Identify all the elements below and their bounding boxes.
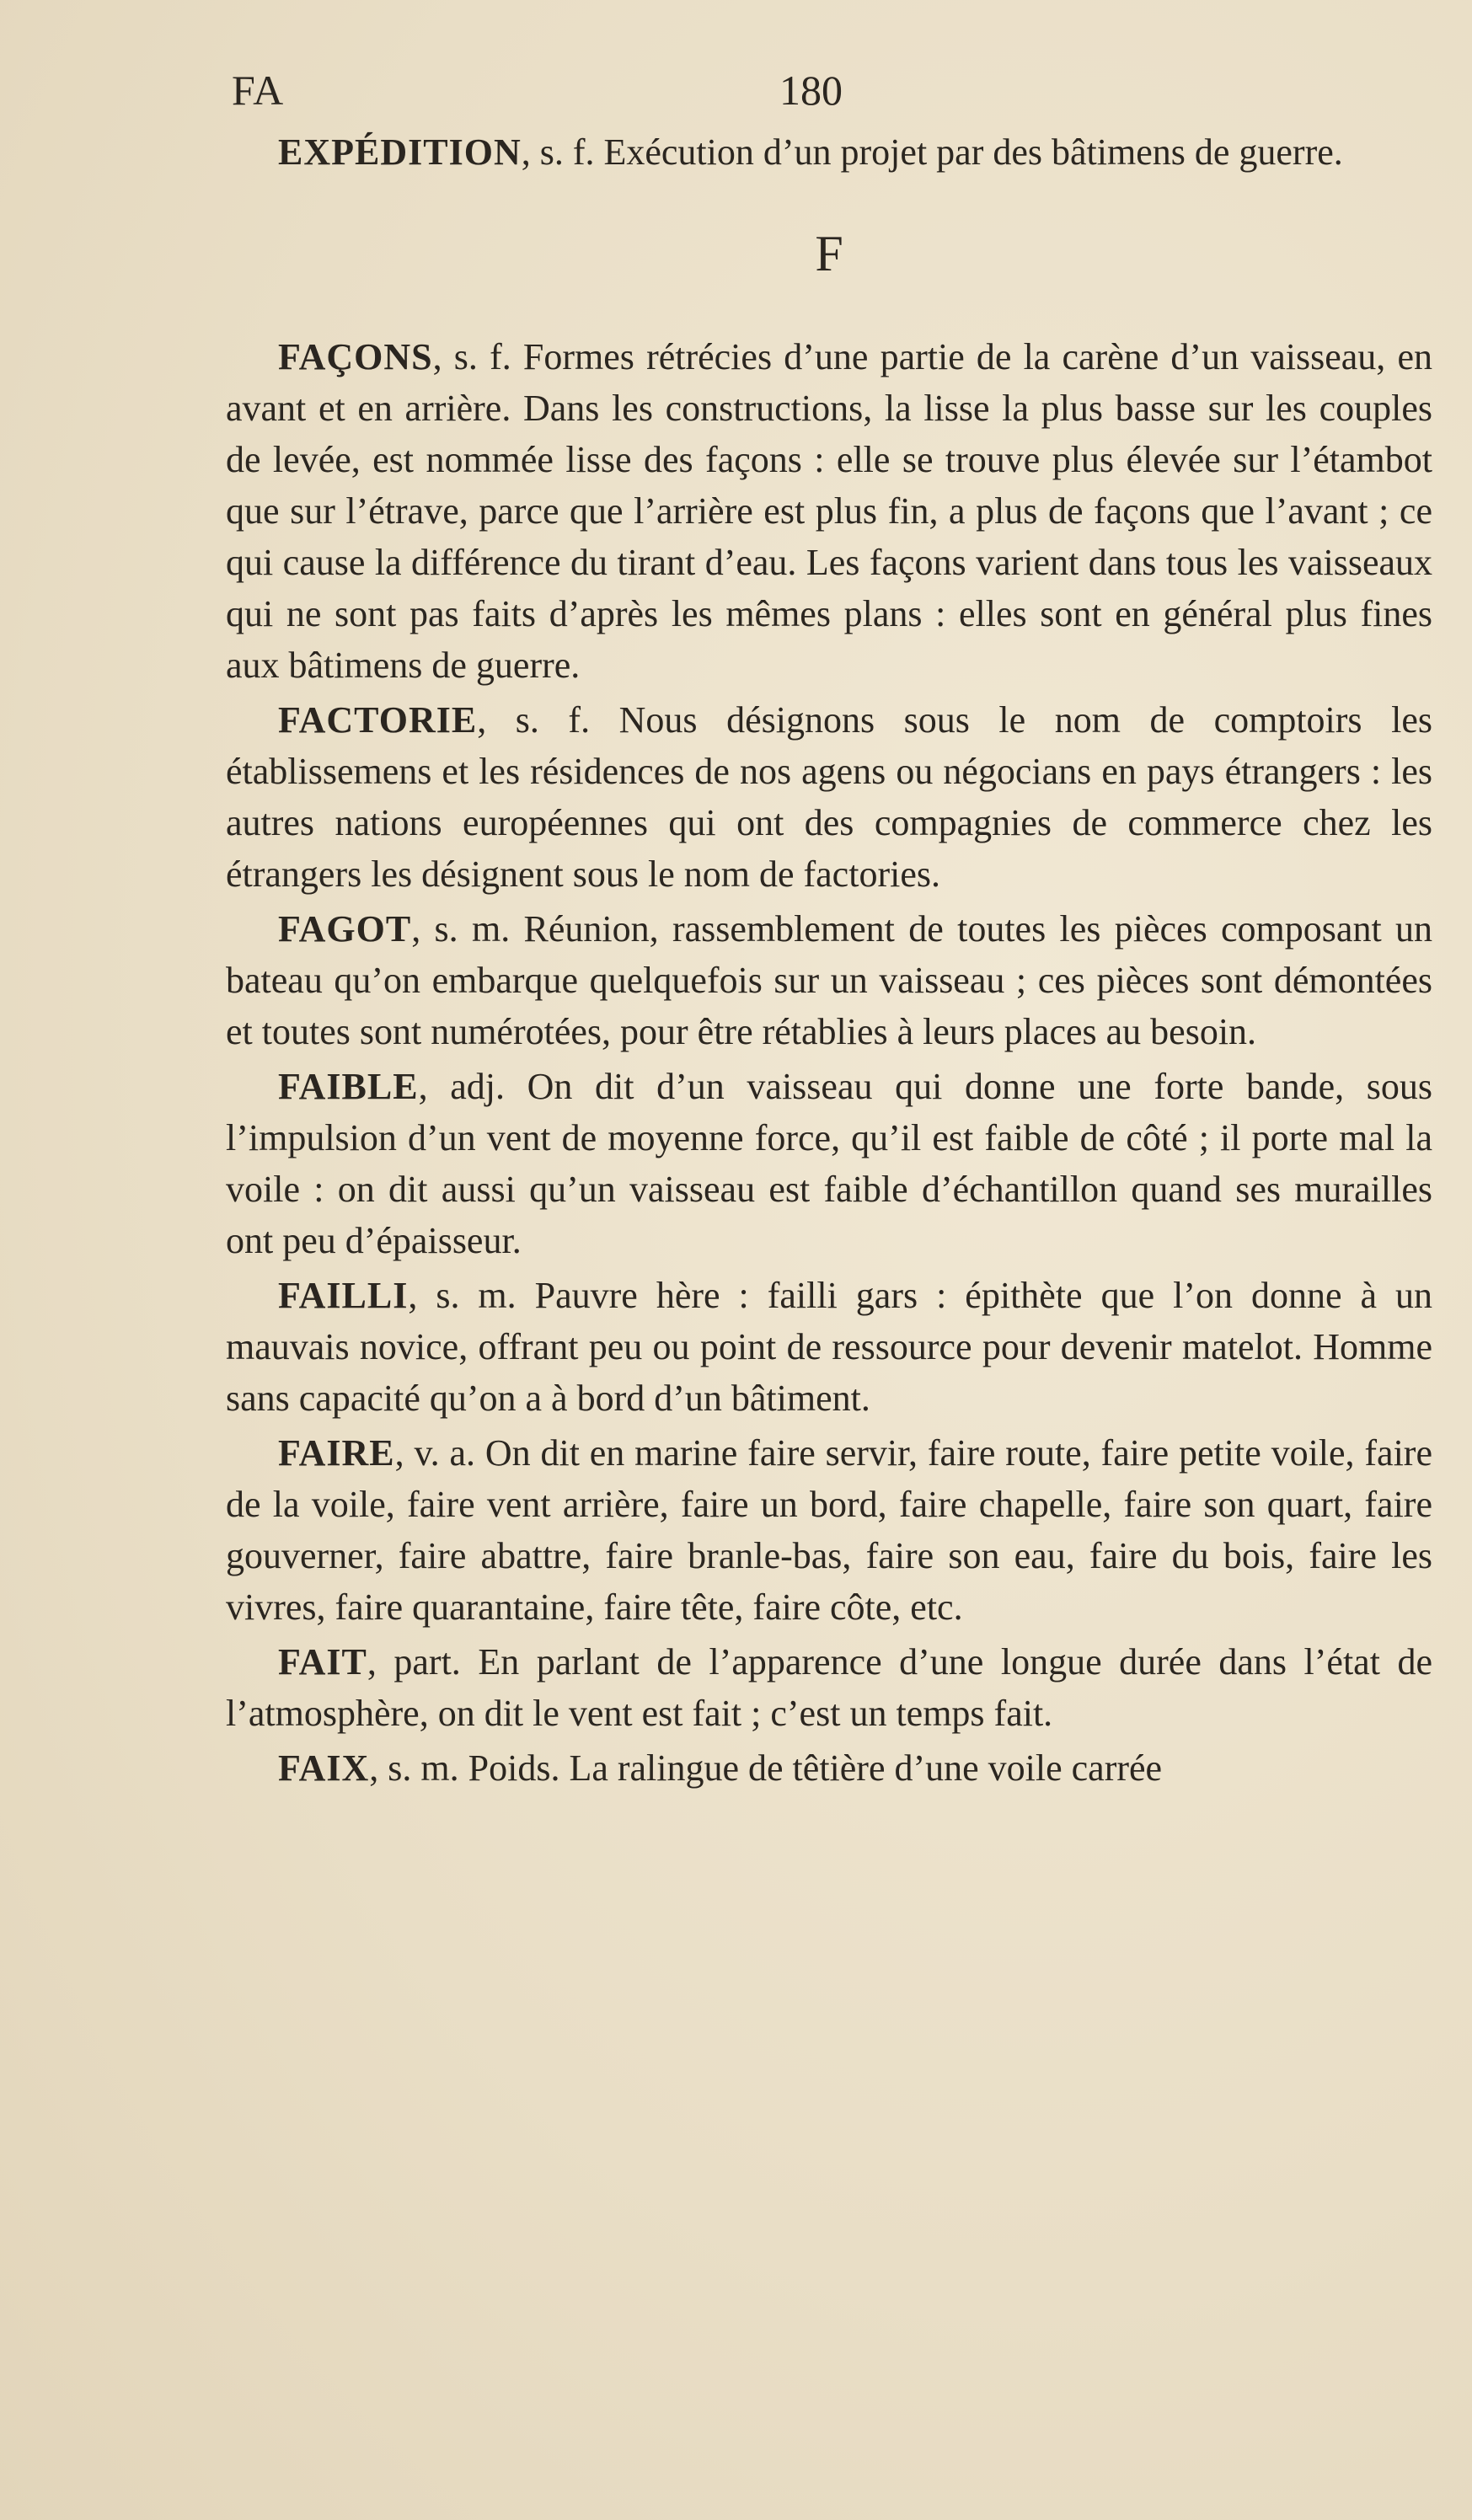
entry-body: , s. m. Poids. La ralingue de têtière d’une voile carrée: [369, 1747, 1163, 1789]
running-header: [232, 66, 1394, 125]
entry-body: , s. f. Formes rétrécies d’une partie de la carène d’un vaisseau, en avant et en arrière. Dans les constructions, la lisse la plus basse sur les couples de levée, est nommée lisse des façons : elle se trouve plus élevée sur l’étambot que sur l’étrave, parce que l’arrière est plus fin, a plus de façons que l’avant ; ce qui cause la différence du tirant d’eau. Les façons varient dans tous les vaisseaux qui ne sont pas faits d’après les mêmes plans : elles sont en général plus fines aux bâtimens de guerre.: [226, 336, 1432, 686]
entry-body: , s. f. Exécution d’un projet par des bâtimens de guerre.: [521, 131, 1343, 173]
entry-factorie: [226, 694, 1432, 900]
entry-body: , s. m. Réunion, rassemblement de toutes les pièces composant un bateau qu’on embarque quelquefois sur un vaisseau ; ces pièces sont démontées et toutes sont numérotées, pour être rétablies à leurs places au besoin.: [226, 908, 1432, 1052]
entry-body: , s. f. Nous désignons sous le nom de comptoirs les établissemens et les résidences de nos agens ou négocians en pays étrangers : les autres nations européennes qui ont des compagnies de commerce chez les étrangers les désignent sous le nom de factories.: [226, 699, 1432, 895]
entry-fagot: [226, 903, 1432, 1057]
entry-headword: FAIBLE: [278, 1066, 419, 1107]
entry-body: , part. En parlant de l’apparence d’une longue durée dans l’état de l’atmosphère, on dit le vent est fait ; c’est un temps fait.: [226, 1641, 1432, 1734]
entry-headword: FAIRE: [278, 1432, 395, 1474]
entry-failli: [226, 1270, 1432, 1424]
entry-headword: FAGOT: [278, 908, 412, 950]
entry-headword: EXPÉDITION: [278, 131, 522, 173]
entry-headword: FAIX: [278, 1747, 370, 1789]
entry-fait: [226, 1636, 1432, 1739]
section-letter: F: [815, 226, 843, 281]
page-number: 180: [779, 67, 843, 114]
entry-headword: FACTORIE: [278, 699, 478, 741]
entry-faix: [226, 1742, 1432, 1794]
entry-headword: FAILLI: [278, 1275, 409, 1316]
dictionary-text: [226, 126, 1432, 1794]
entry-facons: [226, 331, 1432, 691]
entry-body: , v. a. On dit en marine faire servir, faire route, faire petite voile, faire de la voile, faire vent arrière, faire un bord, faire chapelle, faire son quart, faire gouverner, faire abattre, faire branle-bas, faire son eau, faire du bois, faire les vivres, faire quarantaine, faire tête, faire côte, etc.: [226, 1432, 1432, 1628]
entry-faire: [226, 1427, 1432, 1633]
entry-body: , s. m. Pauvre hère : failli gars : épithète que l’on donne à un mauvais novice, offrant peu ou point de ressource pour devenir matelot. Homme sans capacité qu’on a à bord d’un bâtiment.: [226, 1275, 1432, 1419]
header-letters: FA: [232, 67, 285, 114]
entry-faible: [226, 1061, 1432, 1266]
entry-headword: FAÇONS: [278, 336, 433, 377]
entry-expedition: [226, 126, 1432, 178]
entry-headword: FAIT: [278, 1641, 367, 1683]
entry-body: , adj. On dit d’un vaisseau qui donne une forte bande, sous l’impulsion d’un vent de moyenne force, qu’il est faible de côté ; il porte mal la voile : on dit aussi qu’un vaisseau est faible d’échantillon quand ses murailles ont peu d’épaisseur.: [226, 1066, 1432, 1261]
